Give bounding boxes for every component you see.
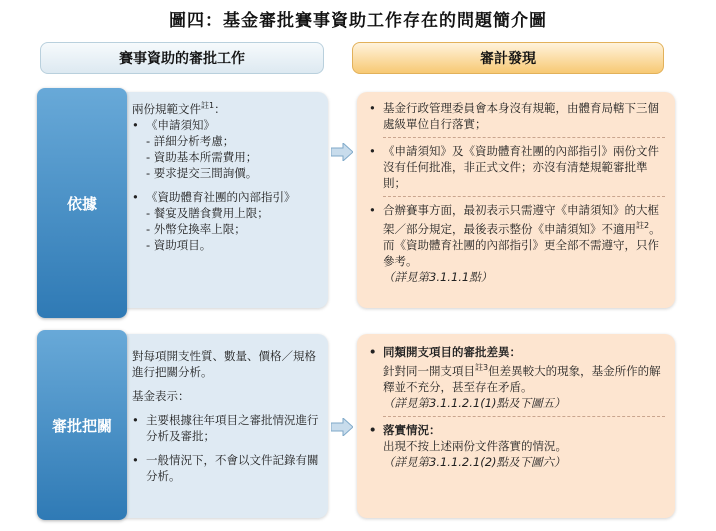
review-left-panel [118, 334, 328, 518]
doc1-bullet: • 《申請須知》 [132, 117, 215, 132]
finding-item: • 《申請須知》及《資助體育社團的內部指引》兩份文件沒有任何批准，非正式文件；亦沒有清楚規範審批準則； [369, 144, 659, 190]
finding-text: 出現不按上述兩份文件落實的情況。 [383, 438, 567, 453]
left-column-header: 賽事資助的審批工作 [40, 42, 324, 74]
review-findings-panel [357, 334, 675, 518]
doc2-item: - 餐宴及膳食費用上限； [146, 205, 269, 220]
doc2-bullet: • 《資助體育社團的內部指引》 [132, 189, 296, 204]
reference-note: （詳見第3.1.1.2.1(1)點及下圖五） [383, 395, 566, 410]
doc2-item: - 資助項目。 [146, 237, 212, 252]
right-column-header: 審計發現 [352, 42, 664, 74]
review-item: • 一般情況下，不會以文件記錄有關分析。 [132, 453, 319, 483]
review-item: • 主要根據往年項目之審批情況進行分析及審批； [132, 413, 319, 443]
finding-heading: • 同類開支項目的審批差異： [369, 345, 521, 359]
reference-note: （詳見第3.1.1.1點） [383, 269, 493, 284]
finding-item: • 基金行政管理委員會本身沒有規範，由體育局轄下三個處級單位自行落實； [369, 101, 659, 131]
reference-note: （詳見第3.1.1.2.1(2)點及下圖六） [383, 454, 566, 469]
doc1-item: - 詳細分析考慮； [146, 133, 235, 148]
finding-heading: • 落實情況： [369, 422, 441, 437]
review-text: 基金表示： [132, 389, 190, 403]
review-tab: 審批把關 [37, 330, 127, 520]
basis-tab: 依據 [37, 88, 127, 318]
doc1-item: - 要求提交三間詢價。 [146, 165, 258, 180]
right-arrow-icon [331, 418, 353, 436]
doc1-item: - 資助基本所需費用； [146, 149, 258, 164]
figure-title: 圖四：基金審批賽事資助工作存在的問題簡介圖 [169, 11, 547, 31]
finding-item: • 合辦賽事方面，最初表示只需遵守《申請須知》的大框架／部分規定，最後表示整份《申請須知》不適用$^{註2}$。而《資助體育社團的內部指引》更全部不需遵守，只作參考。 [369, 203, 661, 268]
right-arrow-icon [331, 143, 353, 161]
basis-intro: 兩份規範文件$^{註1}$： [132, 101, 226, 116]
review-text: 對每項開支性質、數量、價格／規格進行把關分析。 [132, 349, 316, 379]
basis-findings-panel [357, 92, 675, 308]
finding-text: 針對同一開支項目$^{註3}$但差異較大的現象，基金所作的解釋並不充分，甚至存在矛盾。 [383, 363, 661, 394]
basis-left-panel [118, 92, 328, 308]
doc2-item: - 外幣兌換率上限； [146, 221, 246, 236]
